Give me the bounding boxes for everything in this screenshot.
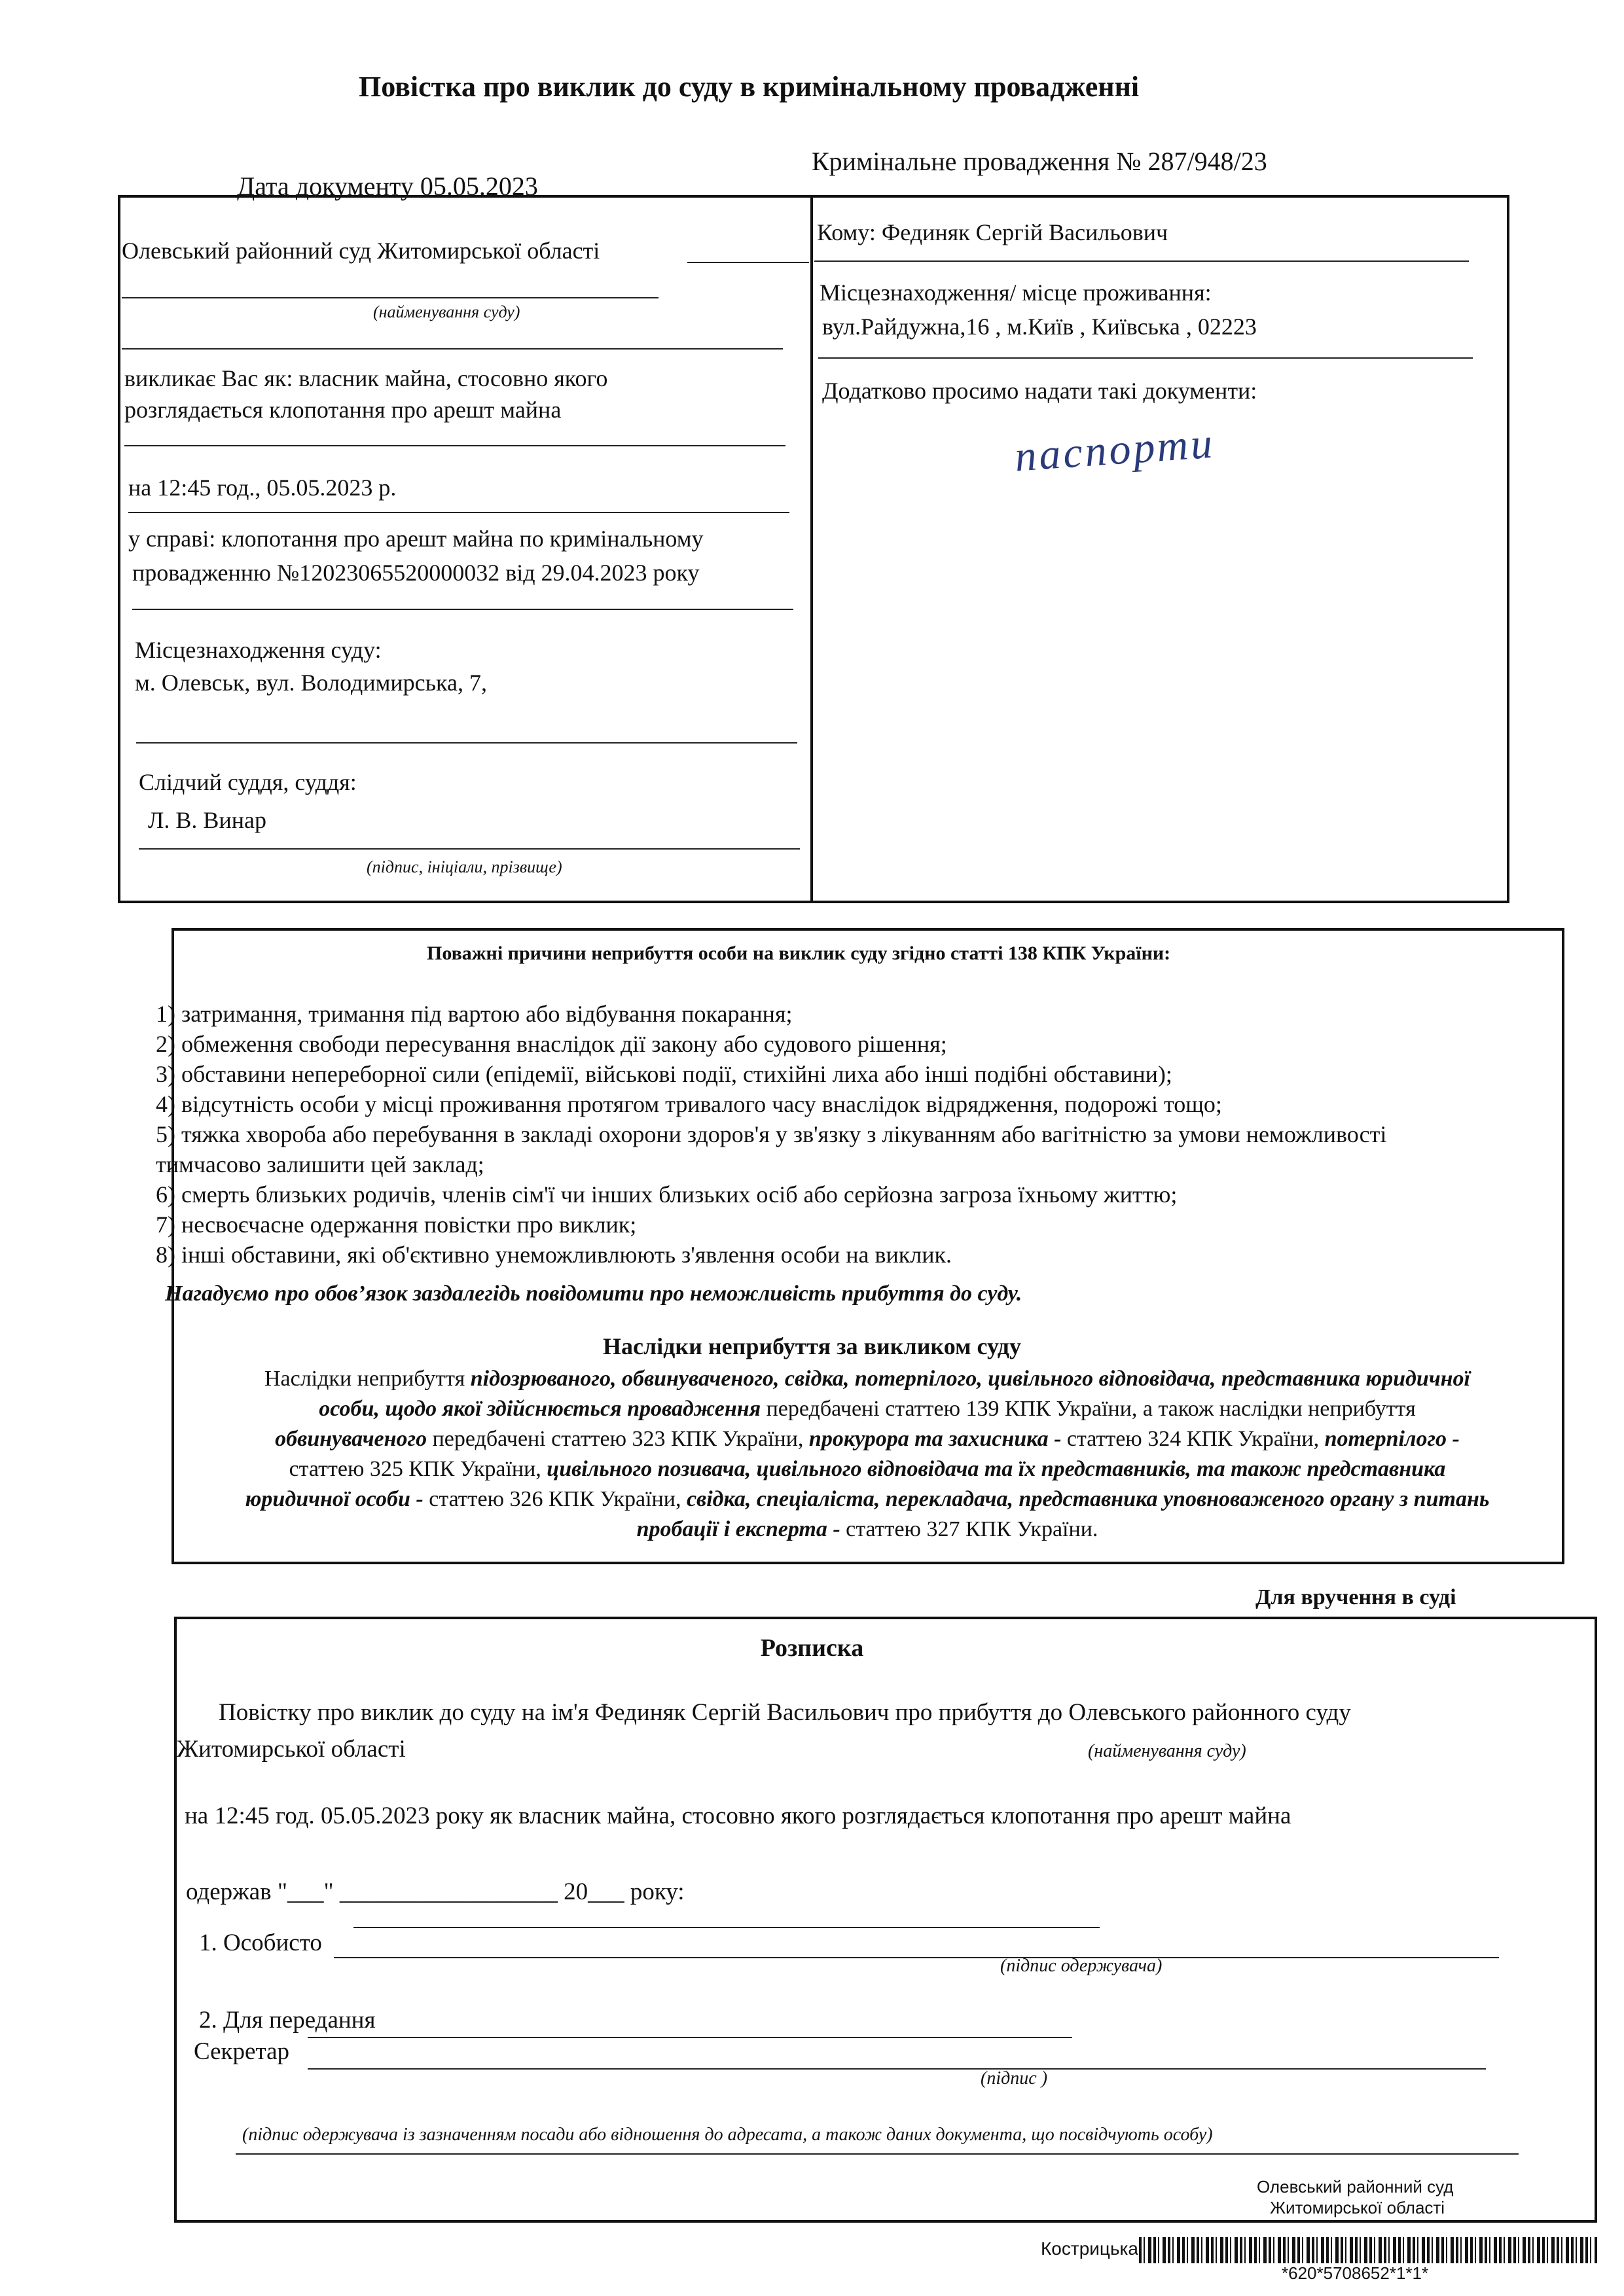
case-line-2: провадженню №12023065520000032 від 29.04.2023 року [132,560,700,586]
personal-label: 1. Особисто [199,1929,322,1956]
transfer-label: 2. Для передання [199,2007,376,2034]
case-number: Кримінальне провадження № 287/948/23 [812,147,1267,176]
consequences-line [164,1454,1571,1484]
consequences-run: передбачені статтею 323 КПК України, [427,1427,809,1451]
consequences-run: пробації і експерта - [636,1517,840,1541]
document-title: Повістка про виклик до суду в кримінальному провадженні [359,71,1140,103]
recipient: Кому: Фединяк Сергій Васильович [817,219,1168,245]
reason-item: тимчасово залишити цей заклад; [156,1151,484,1177]
reason-item: 3) обставини непереборної сили (епідемії, військові події, стихійні лиха або інші подібні обставини); [156,1061,1172,1087]
consequences-run: підозрюваного, обвинуваченого, свідка, потерпілого, цивільного відповідача, представника юридичної [470,1367,1470,1391]
secretary-label: Секретар [194,2038,289,2065]
consequences-line [164,1484,1571,1515]
role-line-2: розглядається клопотання про арешт майна [124,397,562,423]
for-court-label: Для вручення в суді [1255,1585,1456,1609]
consequences-heading: Наслідки неприбуття за викликом суду [603,1333,1021,1359]
location-value: м. Олевськ, вул. Володимирська, 7, [135,670,487,696]
barcode [1139,2237,1597,2263]
consequences-line [164,1364,1571,1394]
consequences-run: статтею 326 КПК України, [423,1487,687,1511]
consequences-run: статтею 325 КПК України, [289,1457,547,1481]
consequences-run: свідка, спеціаліста, перекладача, представника уповноваженого органу з питань [686,1487,1490,1511]
consequences-run: статтею 327 КПК України. [840,1517,1098,1541]
receipt-court-caption: (найменування суду) [1088,1741,1246,1761]
consequences-line [164,1515,1571,1545]
documents-label: Додатково просимо надати такі документи: [822,378,1257,404]
receipt-footer-caption: (підпис одержувача із зазначенням посади або відношення до адресата, а також даних документа, що посвідчують особу) [242,2125,1213,2145]
location-label: Місцезнаходження суду: [135,637,382,663]
judge-caption: (підпис, ініціали, прізвище) [367,857,562,876]
stamp-line-2: Житомирської області [1270,2198,1445,2217]
consequences-line [164,1394,1571,1424]
consequences-run: Наслідки неприбуття [264,1367,471,1391]
address-value: вул.Райдужна,16 , м.Київ , Київська , 02223 [822,314,1257,340]
reason-item: 1) затримання, тримання під вартою або відбування покарання; [156,1001,793,1027]
consequences-text [164,1364,1571,1545]
consequences-run: прокурора та захисника - [808,1427,1062,1451]
consequences-run: потерпілого - [1324,1427,1460,1451]
reason-item: 2) обмеження свободи пересування внаслідок дії закону або судового рішення; [156,1031,947,1057]
receipt-line-3: на 12:45 год. 05.05.2023 року як власник майна, стосовно якого розглядається клопотання про арешт майна [185,1803,1291,1829]
receipt-line-1: Повістку про виклик до суду на ім'я Фединяк Сергій Васильович про прибуття до Олевського районного суду [219,1699,1351,1726]
consequences-run: юридичної особи - [245,1487,424,1511]
receipt-line-2: Житомирської області [177,1736,406,1763]
consequences-run: статтею 324 КПК України, [1061,1427,1325,1451]
consequences-line [164,1424,1571,1454]
reason-item: 7) несвоєчасне одержання повістки про виклик; [156,1211,637,1238]
personal-caption: (підпис одержувача) [1000,1956,1163,1976]
hearing-time: на 12:45 год., 05.05.2023 р. [128,475,397,501]
clerk-name: Кострицька [1041,2238,1138,2259]
consequences-run: обвинуваченого [275,1427,427,1451]
barcode-number: *620*5708652*1*1* [1282,2263,1429,2283]
reason-item: 5) тяжка хвороба або перебування в закладі охорони здоров'я у зв'язку з лікуванням або вагітністю за умови неможливості [156,1121,1387,1147]
judge-label: Слідчий суддя, суддя: [139,769,357,795]
consequences-run: передбачені статтею 139 КПК України, а також наслідки неприбуття [761,1397,1416,1421]
reason-item: 6) смерть близьких родичів, членів сім'ї чи інших близьких осіб або серйозна загроза їхньому життю; [156,1181,1178,1208]
document-date: Дата документу 05.05.2023 [237,171,538,201]
reason-item: 4) відсутність особи у місці проживання протягом тривалого часу внаслідок відрядження, подорожі тощо; [156,1091,1222,1117]
reasons-heading: Поважні причини неприбуття особи на виклик суду згідно статті 138 КПК України: [427,942,1171,964]
court-caption: (найменування суду) [373,302,520,321]
reason-item: 8) інші обставини, які об'єктивно унеможливлюють з'явлення особи на виклик. [156,1242,952,1268]
stamp-line-1: Олевський районний суд [1257,2177,1454,2197]
column-divider [810,195,813,903]
role-line-1: викликає Вас як: власник майна, стосовно якого [124,365,608,391]
judge-name: Л. В. Винар [148,807,266,833]
handwritten-documents: паспорти [1013,419,1217,481]
case-line-1: у справі: клопотання про арешт майна по кримінальному [128,526,704,552]
court-name: Олевський районний суд Житомирської області [122,238,600,264]
received-line: одержав "___" __________________ 20___ року: [186,1878,685,1905]
signature-caption: (підпис ) [981,2068,1048,2089]
consequences-run: цивільного позивача, цивільного відповідача та їх представників, та також представника [547,1457,1446,1481]
receipt-title: Розписка [760,1634,864,1662]
address-label: Місцезнаходження/ місце проживання: [820,279,1212,306]
consequences-run: особи, щодо якої здійснюється провадження [319,1397,761,1421]
reminder: Нагадуємо про обов’язок заздалегідь повідомити про неможливість прибуття до суду. [165,1282,1022,1306]
